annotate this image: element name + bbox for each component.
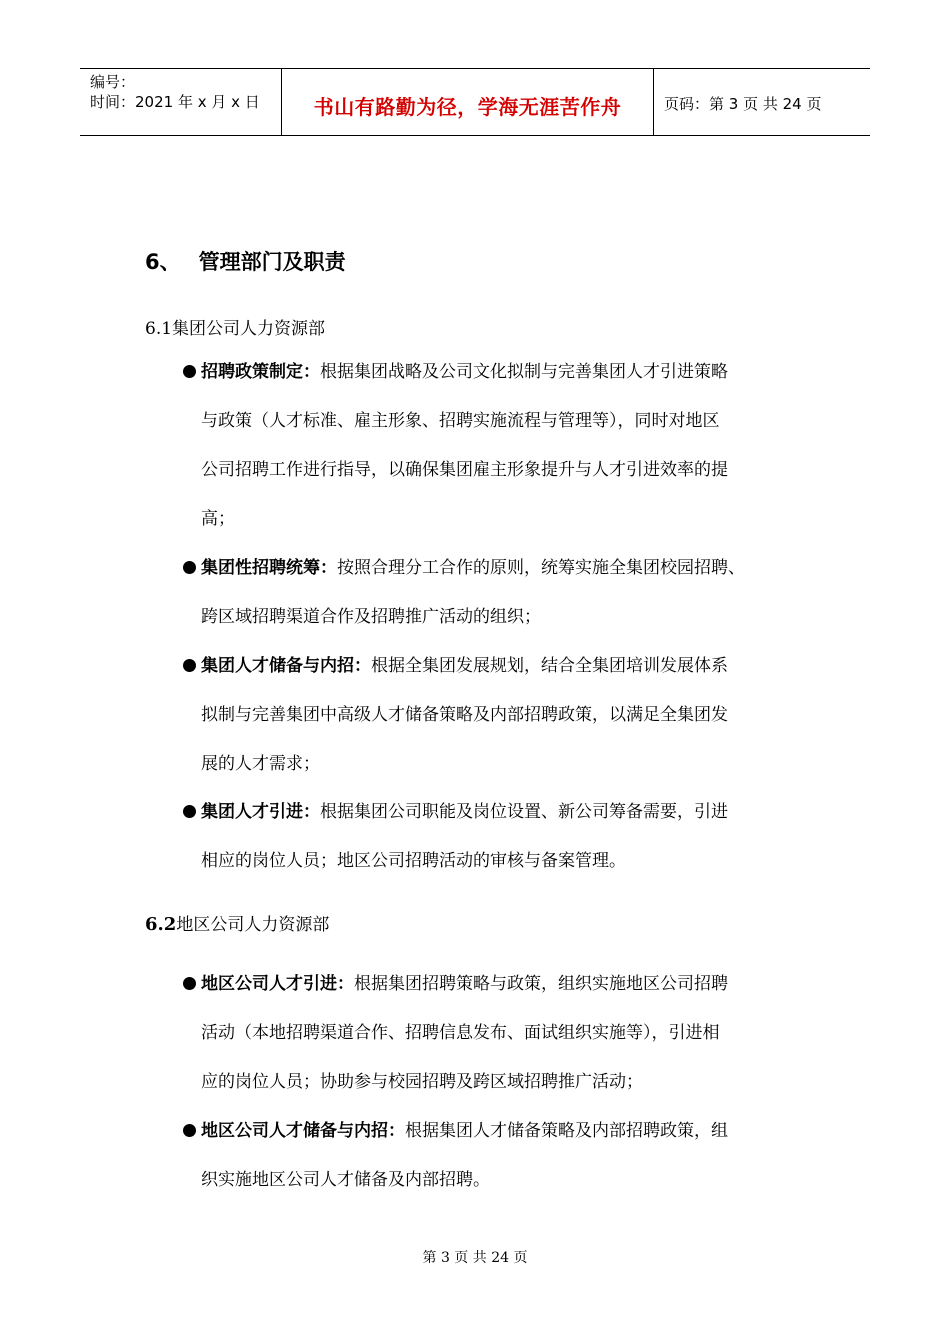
- item-text: 按照合理分工合作的原则，统筹实施全集团校园招聘、: [337, 558, 745, 578]
- bullet-icon: [183, 977, 196, 990]
- list-item: [183, 1107, 823, 1205]
- header-page-info: 页码：第 3 页 共 24 页: [664, 95, 822, 113]
- item-text: 跨区域招聘渠道合作及招聘推广活动的组织；: [201, 607, 541, 627]
- header-meta-cell: [80, 69, 282, 135]
- item-text: 根据集团招聘策略与政策，组织实施地区公司招聘: [354, 974, 728, 994]
- item-label: 集团性招聘统筹：: [201, 558, 337, 578]
- item-label: 地区公司人才储备与内招：: [201, 1121, 405, 1141]
- item-text: 根据全集团发展规划，结合全集团培训发展体系: [371, 656, 728, 676]
- page-header: [80, 68, 870, 136]
- item-label: 招聘政策制定：: [201, 362, 320, 382]
- header-motto: 书山有路勤为径，学海无涯苦作舟: [313, 95, 622, 119]
- subsection-number: 6.2: [145, 914, 177, 935]
- item-text: 相应的岗位人员；地区公司招聘活动的审核与备案管理。: [201, 851, 626, 871]
- item-text: 织实施地区公司人才储备及内部招聘。: [201, 1170, 490, 1190]
- bullet-icon: [183, 561, 196, 574]
- item-text: 拟制与完善集团中高级人才储备策略及内部招聘政策，以满足全集团发: [201, 705, 728, 725]
- item-text: 高；: [201, 509, 235, 529]
- item-text: 公司招聘工作进行指导，以确保集团雇主形象提升与人才引进效率的提: [201, 460, 728, 480]
- item-text: 应的岗位人员；协助参与校园招聘及跨区域招聘推广活动；: [201, 1072, 643, 1092]
- subsection-heading-6-1: [145, 314, 325, 339]
- subsection-heading-6-2: [145, 910, 329, 935]
- bullet-icon: [183, 659, 196, 672]
- item-label: 地区公司人才引进：: [201, 974, 354, 994]
- item-text: 根据集团公司职能及岗位设置、新公司筹备需要，引进: [320, 802, 728, 822]
- item-text: 根据集团战略及公司文化拟制与完善集团人才引进策略: [320, 362, 728, 382]
- subsection-number: 6.1: [145, 319, 173, 339]
- bullet-icon: [183, 365, 196, 378]
- list-item: [183, 960, 823, 1107]
- list-item: [183, 788, 823, 886]
- list-item: [183, 642, 823, 789]
- header-page-cell: [654, 69, 870, 135]
- header-motto-cell: [282, 69, 654, 135]
- item-text: 活动（本地招聘渠道合作、招聘信息发布、面试组织实施等），引进相: [201, 1023, 720, 1043]
- item-label: 集团人才储备与内招：: [201, 656, 371, 676]
- page-footer: 第 3 页 共 24 页: [422, 1250, 528, 1266]
- item-text: 展的人才需求；: [201, 754, 320, 774]
- item-label: 集团人才引进：: [201, 802, 320, 822]
- item-text: 根据集团人才储备策略及内部招聘政策，组: [405, 1121, 728, 1141]
- item-text: 与政策（人才标准、雇主形象、招聘实施流程与管理等），同时对地区: [201, 411, 720, 431]
- section-number: 6、: [145, 250, 181, 274]
- section-heading: [145, 246, 346, 276]
- section-title: 管理部门及职责: [198, 250, 346, 274]
- list-item: [183, 544, 823, 642]
- subsection-title: 地区公司人力资源部: [176, 915, 330, 935]
- subsection-title: 集团公司人力资源部: [172, 319, 326, 339]
- list-item: [183, 348, 823, 544]
- bullet-icon: [183, 1124, 196, 1137]
- bullet-icon: [183, 805, 196, 818]
- document-date: 时间：2021 年 x 月 x 日: [90, 93, 260, 111]
- document-number-label: 编号：: [90, 73, 136, 91]
